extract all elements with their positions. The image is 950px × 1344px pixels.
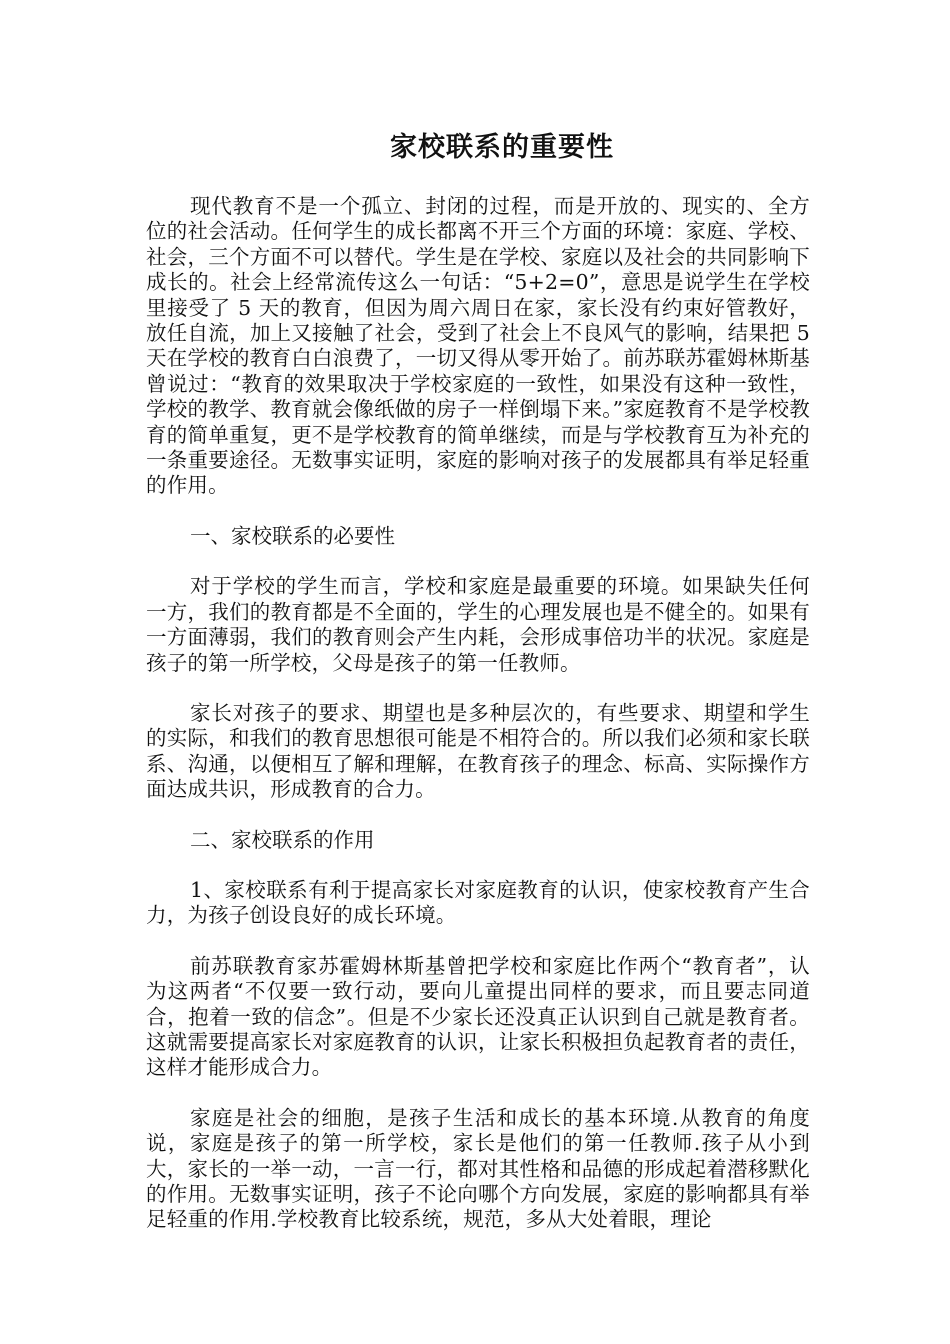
document-page [146, 128, 810, 1258]
section-heading-role: 二、家校联系的作用 [190, 827, 375, 852]
paragraph-necessity-1: 对于学校的学生而言，学校和家庭是最重要的环境。如果缺失任何一方，我们的教育都是不全面的，学生的心理发展也是不健全的。如果有一方面薄弱，我们的教育则会产生内耗，会形成事倍功半的状况。家庭是孩子的第一所学校，父母是孩子的第一任教师。 [146, 574, 810, 675]
paragraph-necessity-2: 家长对孩子的要求、期望也是多种层次的，有些要求、期望和学生的实际，和我们的教育思想很可能是不相符合的。所以我们必须和家长联系、沟通，以便相互了解和理解，在教育孩子的理念、标高、实际操作方面达成共识，形成教育的合力。 [146, 700, 810, 802]
paragraph-role-detail-1: 前苏联教育家苏霍姆林斯基曾把学校和家庭比作两个“教育者”，认为这两者“不仅要一致行动，要向儿童提出同样的要求，而且要志同道合，抱着一致的信念”。但是不少家长还没真正认识到自己就是教育者。这就需要提高家长对家庭教育的认识，让家长积极担负起教育者的责任，这样才能形成合力。 [146, 953, 810, 1080]
paragraph-role-point-1: 1、家校联系有利于提高家长对家庭教育的认识，使家校教育产生合力，为孩子创设良好的成长环境。 [146, 877, 810, 928]
document-title: 家校联系的重要性 [390, 132, 614, 163]
paragraph-intro: 现代教育不是一个孤立、封闭的过程，而是开放的、现实的、全方位的社会活动。任何学生的成长都离不开三个方面的环境：家庭、学校、社会，三个方面不可以替代。学生是在学校、家庭以及社会的共同影响下成长的。社会上经常流传这么一句话：“5+2=0”，意思是说学生在学校里接受了 5 天的教育，但因为周六周日在家，家长没有约束好管教好，放任自流，加上又接触了社会，受到了社会上不良风气的影响，结果把 5 天在学校的教育白白浪费了，一切又得从零开始了。前苏联苏霍姆林斯基曾说过：“教育的效果取决于学校家庭的一致性，如果没有这种一致性，学校的教学、教育就会像纸做的房子一样倒塌下来。”家庭教育不是学校教育的简单重复，更不是学校教育的简单继续，而是与学校教育互为补充的一条重要途径。无数事实证明，家庭的影响对孩子的发展都具有举足轻重的作用。 [146, 194, 810, 498]
section-heading-necessity: 一、家校联系的必要性 [190, 523, 395, 548]
paragraph-role-detail-2: 家庭是社会的细胞，是孩子生活和成长的基本环境.从教育的角度说，家庭是孩子的第一所学校，家长是他们的第一任教师.孩子从小到大，家长的一举一动，一言一行，都对其性格和品德的形成起着潜移默化的作用。无数事实证明，孩子不论向哪个方向发展，家庭的影响都具有举足轻重的作用.学校教育比较系统，规范，多从大处着眼，理论 [146, 1105, 810, 1232]
